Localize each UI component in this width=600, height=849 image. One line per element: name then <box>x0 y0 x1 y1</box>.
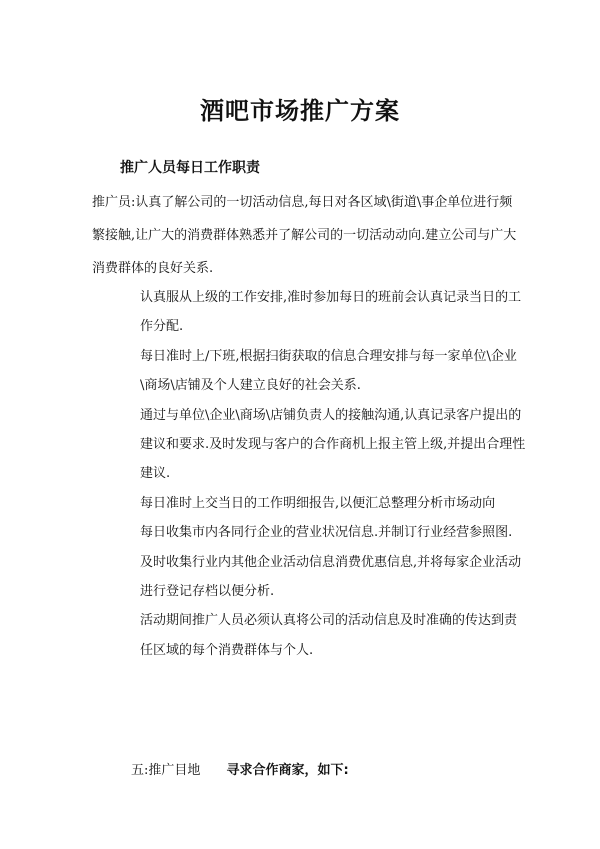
duty-item: 每日收集市内各同行企业的营业状况信息.并制订行业经营参照图. <box>140 525 513 541</box>
duty-item: 及时收集行业内其他企业活动信息消费优惠信息,并将每家企业活动进行登记存档以便分析. <box>140 554 522 600</box>
duty-item: 通过与单位\企业\商场\店铺负责人的接触沟通,认真记录客户提出的建议和要求.及时发现与客户的合作商机上报主管上级,并提出合理性建议. <box>140 407 526 482</box>
duty-item: 每日准时上/下班,根据扫街获取的信息合理安排与每一家单位\企业\商场\店铺及个人建立良好的社会关系. <box>140 348 517 394</box>
promotion-goal-label: 五:推广目地 <box>131 763 201 778</box>
duty-list <box>140 283 528 665</box>
document-title: 酒吧市场推广方案 <box>200 97 400 125</box>
intro-paragraph: 推广员:认真了解公司的一切活动信息,每日对各区域\街道\事企单位进行频繁接触,让广大的消费群体熟悉并了解公司的一切活动动向.建立公司与广大消费群体的良好关系. <box>92 195 517 276</box>
duty-item: 认真服从上级的工作安排,准时参加每日的班前会认真记录当日的工作分配. <box>140 290 522 335</box>
duty-item: 活动期间推广人员必须认真将公司的活动信息及时准确的传达到责任区域的每个消费群体与个人. <box>140 613 518 658</box>
promotion-goal-line <box>131 760 551 782</box>
section-heading: 推广人员每日工作职责 <box>120 160 260 176</box>
promotion-goal-value: 寻求合作商家，如下: <box>226 763 349 778</box>
duty-item: 每日准时上交当日的工作明细报告,以便汇总整理分析市场动向 <box>140 495 496 511</box>
